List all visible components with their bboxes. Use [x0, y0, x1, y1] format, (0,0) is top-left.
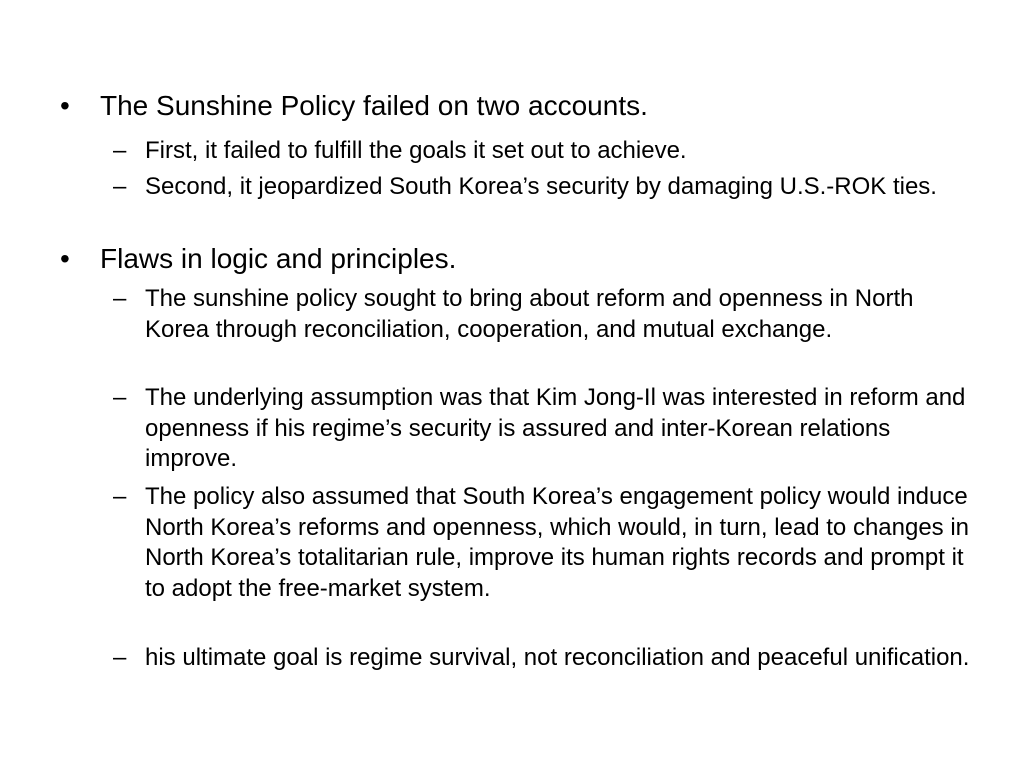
sub-bullet-text: The policy also assumed that South Korea’s engagement policy would induce North Korea’s reforms and openness, which would, in turn, lead to changes in North Korea’s totalitarian rule, improve its human rights records and prompt it to adopt the free-market system. [145, 483, 970, 602]
sub-bullet-text: his ultimate goal is regime survival, not reconciliation and peaceful unification. [145, 644, 970, 671]
sub-bullet-item [113, 136, 973, 167]
sub-bullet-marker: – [113, 644, 127, 671]
bullet-item [60, 90, 980, 122]
bullet-marker: • [60, 243, 70, 274]
sub-bullet-item [113, 383, 973, 475]
sub-bullet-item [113, 482, 973, 604]
sub-bullet-text: First, it failed to fulfill the goals it set out to achieve. [145, 137, 687, 164]
sub-bullet-marker: – [113, 137, 127, 164]
sub-bullet-text: The sunshine policy sought to bring about reform and openness in North Korea through reconciliation, cooperation, and mutual exchange. [145, 285, 914, 343]
sub-bullet-text: The underlying assumption was that Kim Jong-Il was interested in reform and openness if his regime’s security is assured and inter-Korean relations improve. [145, 384, 966, 472]
sub-bullet-marker: – [113, 384, 127, 411]
bullet-text: The Sunshine Policy failed on two accounts. [100, 90, 648, 121]
sub-bullet-item [113, 172, 973, 203]
sub-bullet-item [113, 284, 973, 345]
bullet-marker: • [60, 90, 70, 121]
sub-bullet-text: Second, it jeopardized South Korea’s security by damaging U.S.-ROK ties. [145, 173, 937, 200]
sub-bullet-marker: – [113, 173, 127, 200]
bullet-text: Flaws in logic and principles. [100, 243, 457, 274]
sub-bullet-item [113, 643, 973, 674]
sub-bullet-marker: – [113, 285, 127, 312]
sub-bullet-marker: – [113, 483, 127, 510]
bullet-item [60, 243, 980, 275]
